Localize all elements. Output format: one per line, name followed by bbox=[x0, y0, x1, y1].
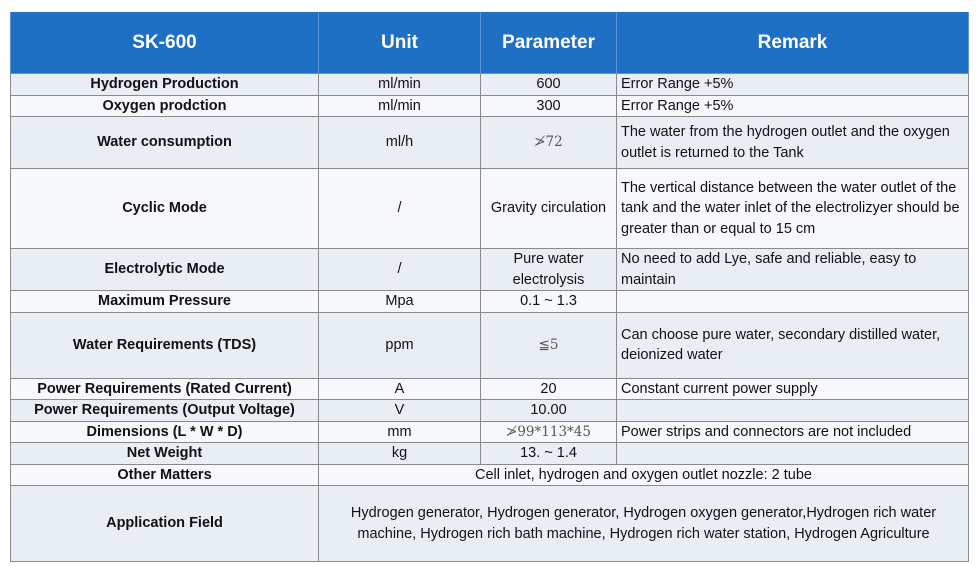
row-remark bbox=[617, 400, 969, 422]
table-row bbox=[11, 74, 969, 96]
row-label: Maximum Pressure bbox=[11, 291, 319, 313]
row-parameter: 600 bbox=[481, 74, 617, 96]
row-parameter: 13. ~ 1.4 bbox=[481, 443, 617, 465]
row-parameter: 300 bbox=[481, 95, 617, 117]
row-unit: A bbox=[319, 378, 481, 400]
row-parameter: ≯72 bbox=[481, 117, 617, 169]
row-label: Water consumption bbox=[11, 117, 319, 169]
row-parameter: 0.1 ~ 1.3 bbox=[481, 291, 617, 313]
row-unit: / bbox=[319, 169, 481, 249]
header-remark: Remark bbox=[617, 12, 969, 74]
row-parameter: 10.00 bbox=[481, 400, 617, 422]
row-remark bbox=[617, 291, 969, 313]
table-row bbox=[11, 443, 969, 465]
row-remark: The water from the hydrogen outlet and the oxygen outlet is returned to the Tank bbox=[617, 117, 969, 169]
table-row bbox=[11, 291, 969, 313]
row-unit: ppm bbox=[319, 312, 481, 378]
row-label: Cyclic Mode bbox=[11, 169, 319, 249]
row-parameter: Gravity circulation bbox=[481, 169, 617, 249]
row-remark: Can choose pure water, secondary distilled water, deionized water bbox=[617, 312, 969, 378]
header-row bbox=[11, 12, 969, 74]
row-remark: Power strips and connectors are not included bbox=[617, 421, 969, 443]
other-matters-value: Cell inlet, hydrogen and oxygen outlet nozzle: 2 tube bbox=[319, 464, 969, 486]
row-remark: Constant current power supply bbox=[617, 378, 969, 400]
row-unit: ml/min bbox=[319, 74, 481, 96]
table-row bbox=[11, 117, 969, 169]
row-parameter: ≯99*113*45 bbox=[481, 421, 617, 443]
row-label: Power Requirements (Output Voltage) bbox=[11, 400, 319, 422]
table-row bbox=[11, 421, 969, 443]
row-unit: mm bbox=[319, 421, 481, 443]
row-unit: ml/min bbox=[319, 95, 481, 117]
header-parameter: Parameter bbox=[481, 12, 617, 74]
header-model: SK-600 bbox=[11, 12, 319, 74]
row-parameter: ≦5 bbox=[481, 312, 617, 378]
table-row bbox=[11, 312, 969, 378]
row-parameter: Pure water electrolysis bbox=[481, 249, 617, 291]
table-row bbox=[11, 378, 969, 400]
table-row bbox=[11, 464, 969, 486]
other-matters-label: Other Matters bbox=[11, 464, 319, 486]
header-unit: Unit bbox=[319, 12, 481, 74]
row-remark: Error Range +5% bbox=[617, 74, 969, 96]
row-remark: Error Range +5% bbox=[617, 95, 969, 117]
table-row bbox=[11, 486, 969, 562]
application-field-value: Hydrogen generator, Hydrogen generator, Hydrogen oxygen generator,Hydrogen rich water machine, Hydrogen rich bath machine, Hydrogen rich water station, Hydrogen Agriculture bbox=[319, 486, 969, 562]
row-parameter: 20 bbox=[481, 378, 617, 400]
row-remark: The vertical distance between the water outlet of the tank and the water inlet of the electrolizyer should be greater than or equal to 15 cm bbox=[617, 169, 969, 249]
row-label: Net Weight bbox=[11, 443, 319, 465]
row-label: Dimensions (L * W * D) bbox=[11, 421, 319, 443]
row-label: Oxygen prodction bbox=[11, 95, 319, 117]
row-label: Electrolytic Mode bbox=[11, 249, 319, 291]
row-label: Power Requirements (Rated Current) bbox=[11, 378, 319, 400]
table-row bbox=[11, 169, 969, 249]
row-unit: V bbox=[319, 400, 481, 422]
row-unit: ml/h bbox=[319, 117, 481, 169]
spec-table bbox=[10, 12, 969, 562]
row-unit: / bbox=[319, 249, 481, 291]
row-unit: kg bbox=[319, 443, 481, 465]
row-label: Hydrogen Production bbox=[11, 74, 319, 96]
application-field-label: Application Field bbox=[11, 486, 319, 562]
row-label: Water Requirements (TDS) bbox=[11, 312, 319, 378]
table-row bbox=[11, 249, 969, 291]
row-remark bbox=[617, 443, 969, 465]
table-row bbox=[11, 95, 969, 117]
table-row bbox=[11, 400, 969, 422]
row-remark: No need to add Lye, safe and reliable, easy to maintain bbox=[617, 249, 969, 291]
row-unit: Mpa bbox=[319, 291, 481, 313]
